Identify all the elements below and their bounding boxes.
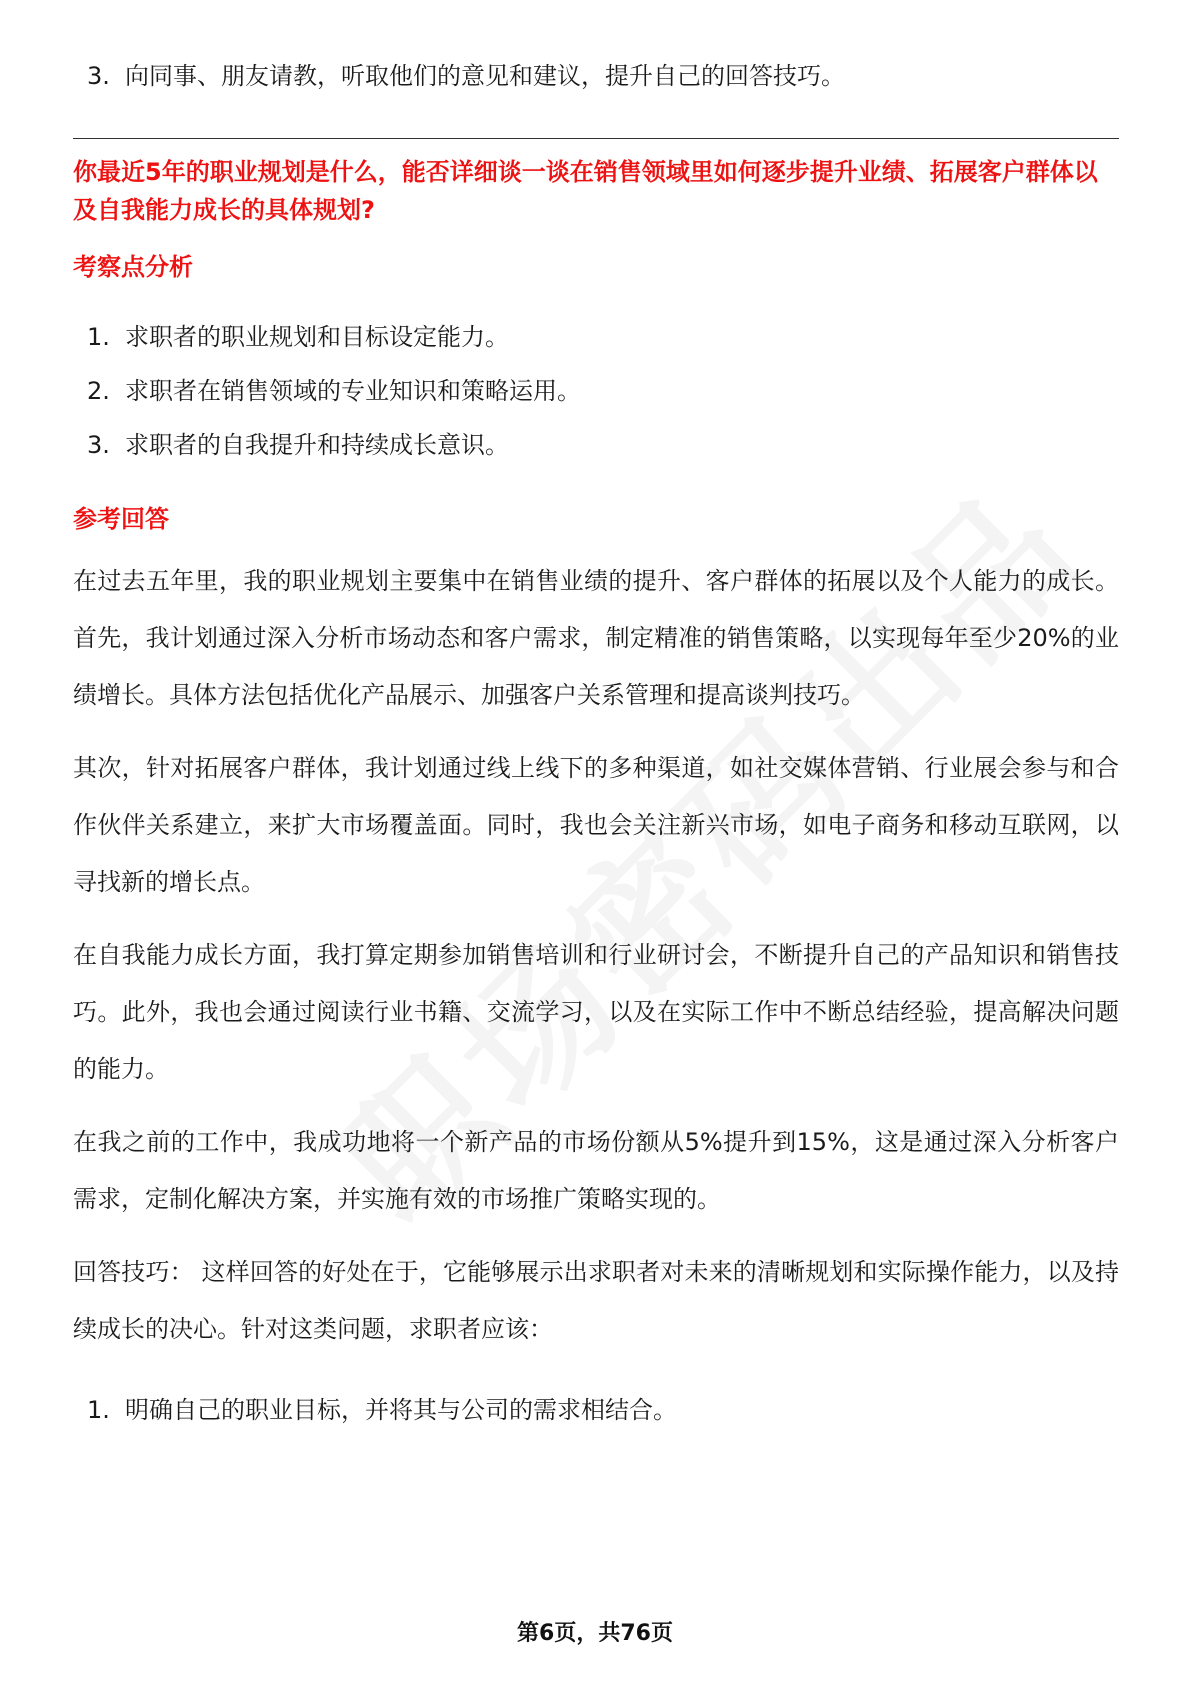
list-item [73, 427, 1119, 463]
analysis-list [73, 319, 1119, 463]
question-title: 你最近5年的职业规划是什么，能否详细谈一谈在销售领域里如何逐步提升业绩、拓展客户群体以及自我能力成长的具体规划? [73, 158, 1098, 224]
answer-paragraph: 在过去五年里，我的职业规划主要集中在销售业绩的提升、客户群体的拓展以及个人能力的成长。首先，我计划通过深入分析市场动态和客户需求，制定精准的销售策略，以实现每年至少20%的业绩增长。具体方法包括优化产品展示、加强客户关系管理和提高谈判技巧。 [73, 567, 1119, 709]
list-number: 3. [87, 62, 110, 90]
list-text: 求职者的自我提升和持续成长意识。 [125, 431, 509, 459]
answer-tips-paragraph: 回答技巧： 这样回答的好处在于，它能够展示出求职者对未来的清晰规划和实际操作能力，以及持续成长的决心。针对这类问题，求职者应该： [73, 1258, 1119, 1343]
list-number: 2. [87, 377, 110, 405]
answer-paragraph: 在我之前的工作中，我成功地将一个新产品的市场份额从5%提升到15%，这是通过深入分析客户需求，定制化解决方案，并实施有效的市场推广策略实现的。 [73, 1128, 1119, 1213]
list-number: 1. [87, 323, 110, 351]
answer-paragraph: 其次，针对拓展客户群体，我计划通过线上线下的多种渠道，如社交媒体营销、行业展会参与和合作伙伴关系建立，来扩大市场覆盖面。同时，我也会关注新兴市场，如电子商务和移动互联网，以寻找新的增长点。 [73, 754, 1119, 896]
page-content [73, 58, 1119, 1428]
list-number: 1. [87, 1396, 110, 1424]
analysis-heading: 考察点分析 [73, 253, 193, 281]
list-number: 3. [87, 431, 110, 459]
list-text: 向同事、朋友请教，听取他们的意见和建议，提升自己的回答技巧。 [125, 62, 845, 90]
list-item [73, 1392, 1119, 1428]
list-text: 求职者在销售领域的专业知识和策略运用。 [125, 377, 581, 405]
list-text: 明确自己的职业目标，并将其与公司的需求相结合。 [125, 1396, 677, 1424]
section-divider [73, 138, 1119, 139]
list-item [73, 58, 1119, 94]
answer-paragraph: 在自我能力成长方面，我打算定期参加销售培训和行业研讨会，不断提升自己的产品知识和销售技巧。此外，我也会通过阅读行业书籍、交流学习，以及在实际工作中不断总结经验，提高解决问题的能力。 [73, 941, 1119, 1083]
page-footer: 第6页，共76页 [517, 1621, 673, 1646]
list-item [73, 319, 1119, 355]
list-item [73, 373, 1119, 409]
answer-heading: 参考回答 [73, 505, 169, 533]
list-text: 求职者的职业规划和目标设定能力。 [125, 323, 509, 351]
